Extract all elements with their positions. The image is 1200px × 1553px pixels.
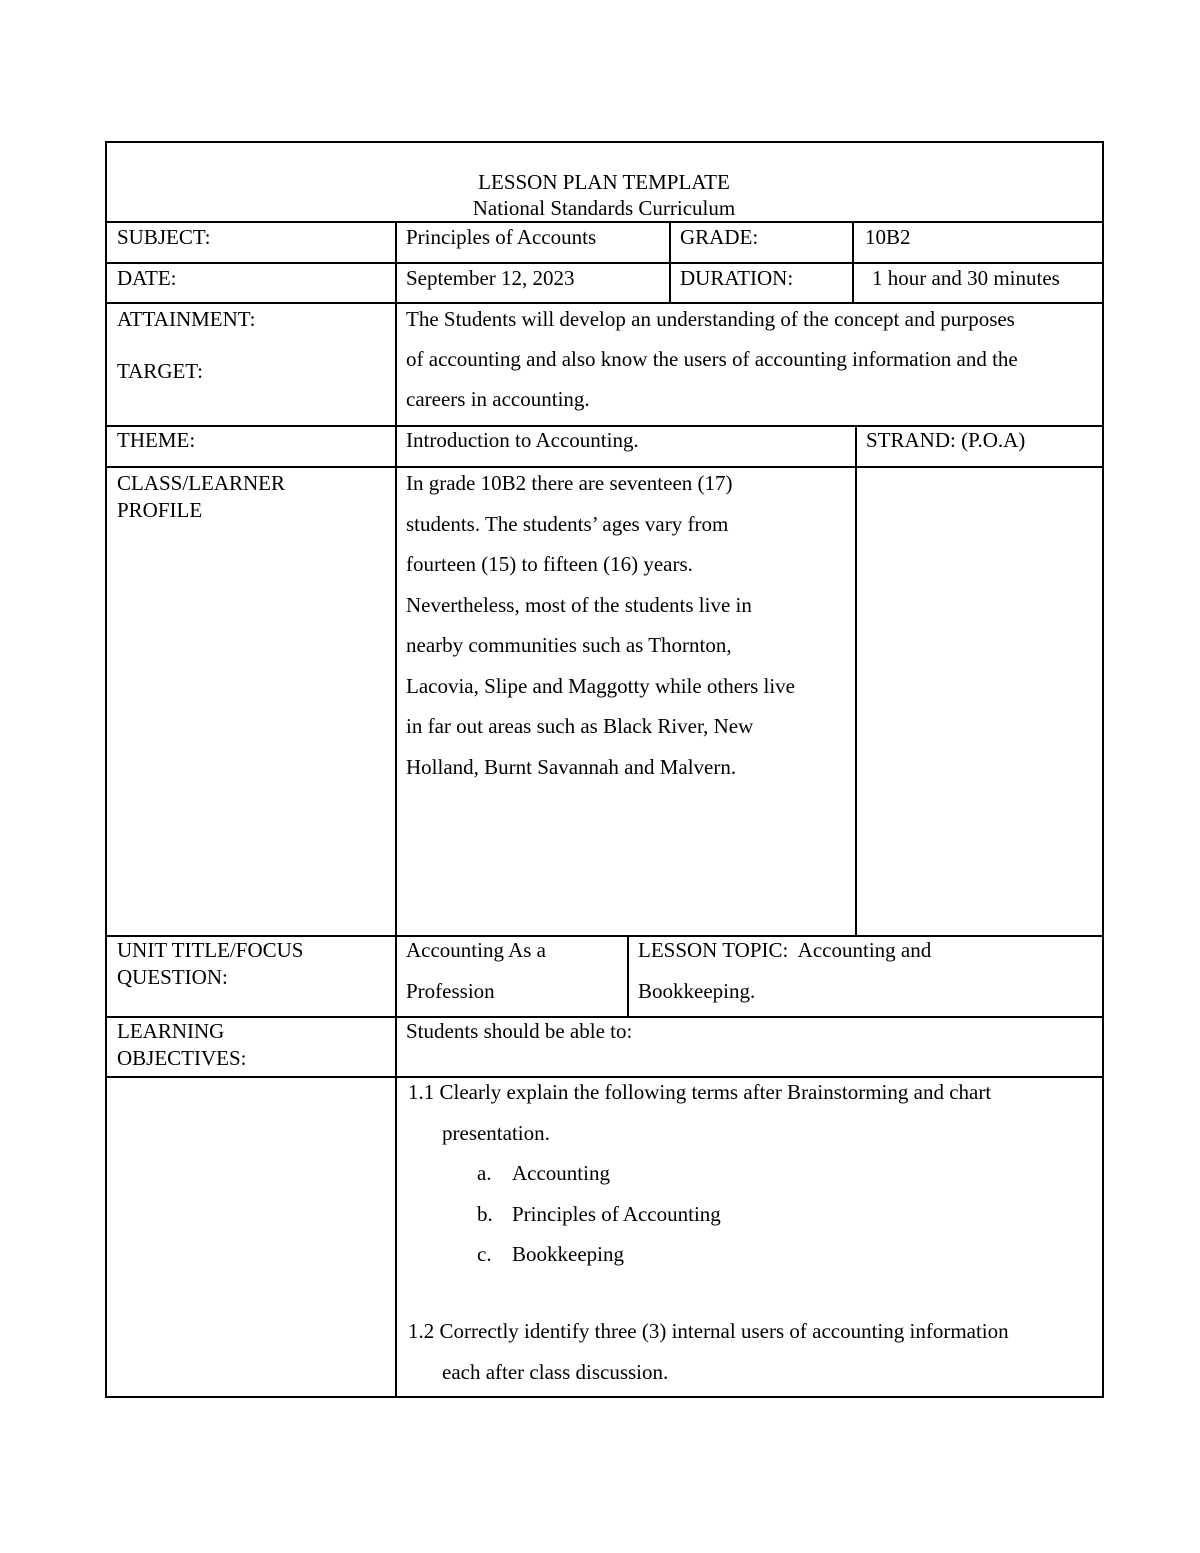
lesson-topic: LESSON TOPIC: Accounting and: [638, 938, 932, 962]
table-border-top: [105, 141, 1104, 143]
table-border-left: [105, 141, 107, 1397]
date-label: DATE:: [117, 266, 177, 290]
attainment-line: of accounting and also know the users of accounting information and the: [406, 347, 1018, 371]
row-divider: [105, 262, 1104, 264]
subject-label: SUBJECT:: [117, 225, 211, 249]
term-text: Accounting: [512, 1161, 610, 1185]
table-border-right: [1102, 141, 1104, 1397]
profile-line: nearby communities such as Thornton,: [406, 633, 732, 657]
attainment-line: careers in accounting.: [406, 387, 590, 411]
column-divider: [855, 425, 857, 936]
attainment-line: The Students will develop an understanding of the concept and purposes: [406, 307, 1015, 331]
unit-title-label: UNIT TITLE/FOCUS: [117, 938, 304, 962]
profile-label: PROFILE: [117, 498, 203, 522]
objective-item: 1.2 Correctly identify three (3) internal users of accounting information: [408, 1319, 1009, 1343]
term-letter: a.: [477, 1161, 492, 1185]
duration-label: DURATION:: [680, 266, 794, 290]
grade-value: 10B2: [865, 225, 911, 249]
objective-item: each after class discussion.: [442, 1360, 669, 1384]
column-divider: [395, 221, 397, 1397]
profile-line: Nevertheless, most of the students live in: [406, 593, 752, 617]
row-divider: [105, 466, 1104, 468]
lesson-topic: Bookkeeping.: [638, 979, 756, 1003]
duration-value: 1 hour and 30 minutes: [872, 266, 1060, 290]
document-title: LESSON PLAN TEMPLATE: [478, 170, 730, 194]
objective-item: 1.1 Clearly explain the following terms after Brainstorming and chart: [408, 1080, 992, 1104]
term-letter: b.: [477, 1202, 493, 1226]
term-text: Principles of Accounting: [512, 1202, 721, 1226]
column-divider: [852, 221, 854, 303]
table-border-bottom: [105, 1396, 1104, 1398]
theme-label: THEME:: [117, 428, 196, 452]
focus-question-label: QUESTION:: [117, 965, 228, 989]
objectives-label: LEARNING: [117, 1019, 225, 1043]
profile-line: Lacovia, Slipe and Maggotty while others live: [406, 674, 795, 698]
attainment-label: ATTAINMENT:: [117, 307, 256, 331]
objectives-label: OBJECTIVES:: [117, 1046, 247, 1070]
theme-value: Introduction to Accounting.: [406, 428, 639, 452]
term-text: Bookkeeping: [512, 1242, 624, 1266]
row-divider: [105, 1076, 1104, 1078]
row-divider: [105, 302, 1104, 304]
document-subtitle: National Standards Curriculum: [472, 196, 736, 220]
strand-label: STRAND: (P.O.A): [866, 428, 1026, 452]
profile-label: CLASS/LEARNER: [117, 471, 286, 495]
unit-title-value: Accounting As a: [406, 938, 546, 962]
term-letter: c.: [477, 1242, 492, 1266]
target-label: TARGET:: [117, 359, 203, 383]
profile-line: in far out areas such as Black River, New: [406, 714, 754, 738]
profile-line: students. The students’ ages vary from: [406, 512, 729, 536]
profile-line: Holland, Burnt Savannah and Malvern.: [406, 755, 737, 779]
date-value: September 12, 2023: [406, 266, 575, 290]
objectives-intro: Students should be able to:: [406, 1019, 633, 1043]
unit-title-value: Profession: [406, 979, 495, 1003]
profile-line: fourteen (15) to fifteen (16) years.: [406, 552, 693, 576]
subject-value: Principles of Accounts: [406, 225, 597, 249]
row-divider: [105, 221, 1104, 223]
profile-line: In grade 10B2 there are seventeen (17): [406, 471, 733, 495]
column-divider: [627, 935, 629, 1017]
grade-label: GRADE:: [680, 225, 759, 249]
column-divider: [669, 221, 671, 303]
objective-item: presentation.: [442, 1121, 550, 1145]
